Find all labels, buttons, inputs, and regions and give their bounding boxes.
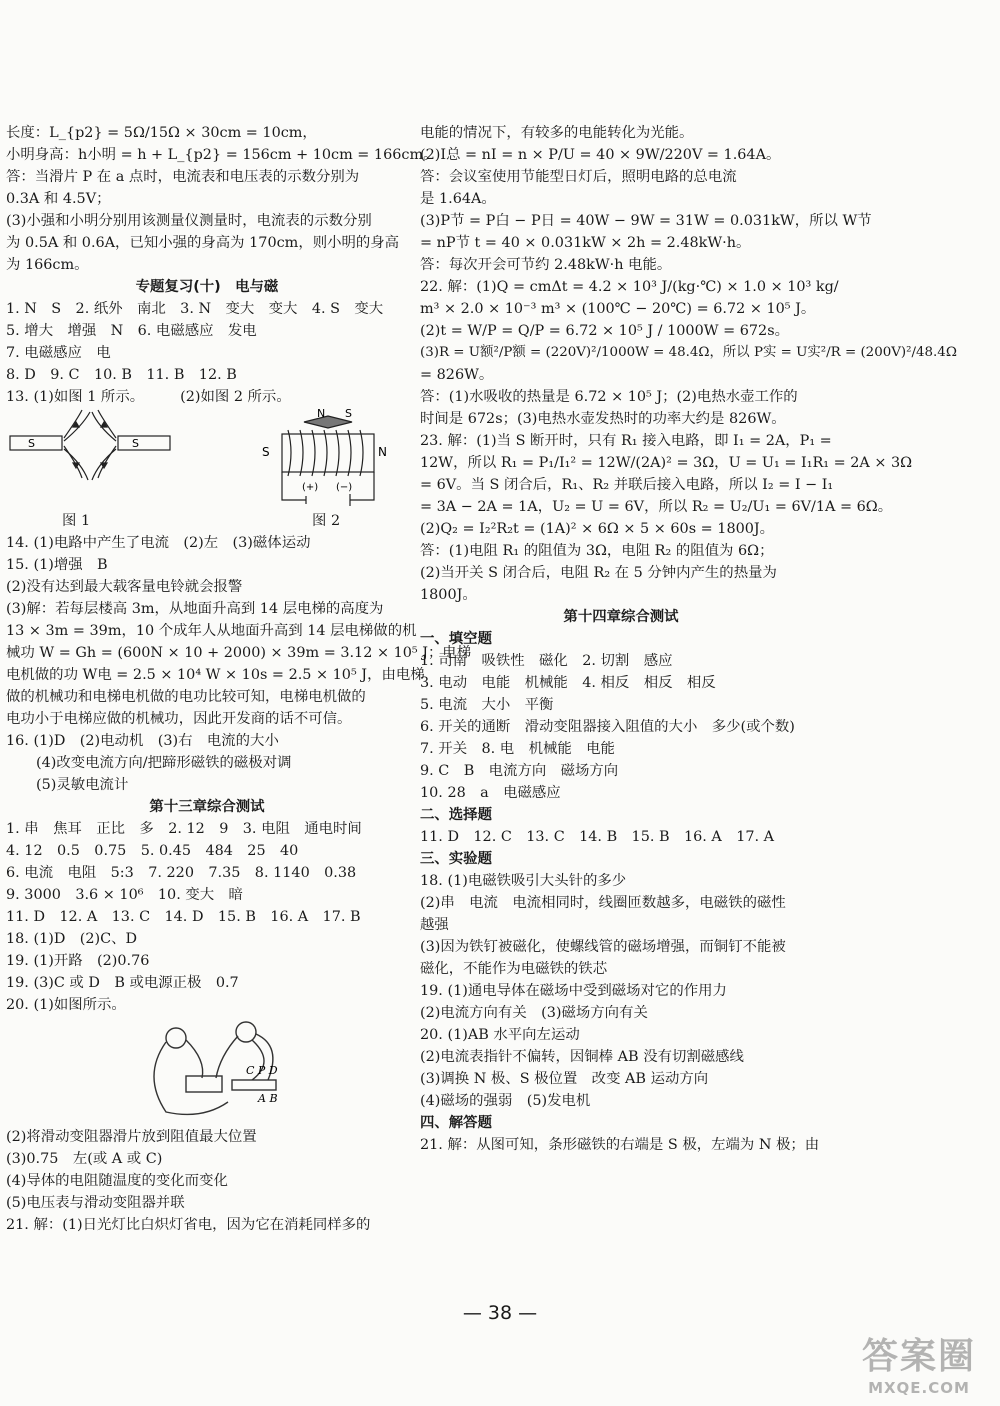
circuit-figure <box>6 1016 408 1126</box>
section-title-chapter-14: 第十四章综合测试 <box>563 609 679 625</box>
text-line: 做的机械功和电梯电机做的电功比较可知，电梯电机做的 <box>6 689 366 705</box>
left-block-4 <box>6 818 408 1016</box>
text-line: 电机做的功 W电 = 2.5 × 10⁴ W × 10s = 2.5 × 10⁵ J，由电梯 <box>6 667 425 683</box>
section-title-review-10: 专题复习(十) 电与磁 <box>135 279 279 295</box>
text-line: m³ × 2.0 × 10⁻³ m³ × (100℃ − 20℃) = 6.72 × 10⁵ J。 <box>420 301 816 317</box>
text-line: (5)电压表与滑动变阻器并联 <box>6 1195 185 1211</box>
fig1-s-right-label: S <box>132 437 139 450</box>
text-line: (3)调换 N 极、S 极位置 改变 AB 运动方向 <box>420 1071 709 1087</box>
text-line: 11. D 12. C 13. C 14. B 15. B 16. A 17. A <box>420 829 775 845</box>
text-line: 1. 串 焦耳 正比 多 2. 12 9 3. 电阻 通电时间 <box>6 821 362 837</box>
right-block-1 <box>420 122 957 606</box>
text-line: 时间是 672s；(3)电热水壶发热时的功率大约是 826W。 <box>420 411 786 427</box>
text-line: (2)电流方向有关 (3)磁场方向有关 <box>420 1005 648 1021</box>
text-line: = nP节 t = 40 × 0.031kW × 2h = 2.48kW·h。 <box>420 235 751 251</box>
coil-turn <box>336 430 339 476</box>
fig2-left-pole-label: S <box>262 445 270 459</box>
fig2-needle-s-label: S <box>345 408 352 420</box>
text-line: 答：(1)电阻 R₁ 的阻值为 3Ω，电阻 R₂ 的阻值为 6Ω； <box>420 543 774 559</box>
text-line: (2)没有达到最大载客量电铃就会报警 <box>6 579 243 595</box>
coil-turn <box>360 430 363 476</box>
text-line: 为 166cm。 <box>6 257 89 273</box>
text-line: (2)电流表指针不偏转，因铜棒 AB 没有切割磁感线 <box>420 1049 744 1065</box>
meter-icon <box>166 1028 186 1048</box>
text-line: 19. (3)C 或 D B 或电源正极 0.7 <box>6 975 239 991</box>
field-line <box>98 410 116 438</box>
text-line: 0.3A 和 4.5V； <box>6 191 111 207</box>
subsection-choice: 二、选择题 <box>420 807 492 823</box>
section-title-chapter-13: 第十三章综合测试 <box>149 799 265 815</box>
battery-box <box>186 1076 222 1092</box>
text-line: 12W，所以 R₁ = P₁/I₁² = 12W/(2A)² = 3Ω，U = U₁ = I₁R₁ = 2A × 3Ω <box>420 455 913 471</box>
fig2-minus-label: (−) <box>336 482 353 493</box>
rheostat-terminal-labels-2: A B <box>258 1092 278 1105</box>
text-line: 23. 解：(1)当 S 断开时，只有 R₁ 接入电路，即 I₁ = 2A，P₁ = <box>420 433 832 449</box>
subsection-fill-in: 一、填空题 <box>420 631 492 647</box>
text-line: 长度：L_{p2} = 5Ω/15Ω × 30cm = 10cm， <box>6 125 317 141</box>
text-line: 19. (1)通电导体在磁场中受到磁场对它的作用力 <box>420 983 727 999</box>
text-line: 15. (1)增强 B <box>6 557 108 573</box>
wire <box>186 1040 203 1078</box>
fig1-caption: 图 1 <box>62 513 91 529</box>
text-line: (2)I总 = nI = n × P/U = 40 × 9W/220V = 1.64A。 <box>420 147 781 163</box>
text-line: (3)0.75 左(或 A 或 C) <box>6 1151 163 1167</box>
magnet-figures-svg <box>6 408 408 510</box>
figure-2-solenoid <box>282 416 374 506</box>
text-line: 答：(1)水吸收的热量是 6.72 × 10⁵ J；(2)电热水壶工作的 <box>420 389 798 405</box>
coil-turn <box>312 430 315 476</box>
text-line: 3. 电动 电能 机械能 4. 相反 相反 相反 <box>420 675 716 691</box>
coil-turn <box>348 430 351 476</box>
text-line: 为 0.5A 和 0.6A，已知小强的身高为 170cm，则小明的身高 <box>6 235 400 251</box>
text-line: 1. N S 2. 纸外 南北 3. N 变大 变大 4. S 变大 <box>6 301 384 317</box>
text-line: (3)P节 = P白 − P日 = 40W − 9W = 31W = 0.031kW，所以 W节 <box>420 213 872 229</box>
text-line: 19. (1)开路 (2)0.76 <box>6 953 150 969</box>
text-line: 1. 司南 吸铁性 磁化 2. 切割 感应 <box>420 653 673 669</box>
text-line: 越强 <box>420 917 449 933</box>
meter-icon <box>236 1022 256 1042</box>
text-line: 答：每次开会可节约 2.48kW·h 电能。 <box>420 257 672 273</box>
text-line: 22. 解：(1)Q = cmΔt = 4.2 × 10³ J/(kg·℃) × 1.0 × 10³ kg/ <box>420 279 839 295</box>
text-line: (3)解：若每层楼高 3m，从地面升高到 14 层电梯的高度为 <box>6 601 384 617</box>
text-line: (2)当开关 S 闭合后，电阻 R₂ 在 5 分钟内产生的热量为 <box>420 565 777 581</box>
text-line: 11. D 12. A 13. C 14. D 15. B 16. A 17. B <box>6 909 361 925</box>
text-line: (2)Q₂ = I₂²R₂t = (1A)² × 6Ω × 5 × 60s = 1800J。 <box>420 521 775 537</box>
text-line: (4)磁场的强弱 (5)发电机 <box>420 1093 591 1109</box>
coil-turn <box>288 430 291 476</box>
fig2-right-pole-label: N <box>378 445 387 459</box>
fig2-caption: 图 2 <box>312 513 341 529</box>
figure-captions <box>6 510 408 532</box>
rheostat-terminal-labels: C P D <box>246 1064 278 1077</box>
text-line: 21. 解：从图可知，条形磁铁的右端是 S 极，左端为 N 极；由 <box>420 1137 820 1153</box>
text-line: 磁化，不能作为电磁铁的铁芯 <box>420 961 608 977</box>
text-line: 13. (1)如图 1 所示。 (2)如图 2 所示。 <box>6 389 291 405</box>
fig2-needle-n-label: N <box>317 408 326 420</box>
text-line: (3)R = U额²/P额 = (220V)²/1000W = 48.4Ω，所以 P实 = U实²/R = (200V)²/48.4Ω <box>420 345 957 360</box>
circuit-figure-svg <box>6 1016 408 1126</box>
text-line: = 826W。 <box>420 367 494 383</box>
wire <box>350 472 374 500</box>
page-number: — 38 — <box>462 1302 538 1324</box>
left-block-1 <box>6 122 438 276</box>
text-line: 6. 电流 电阻 5:3 7. 220 7.35 8. 1140 0.38 <box>6 865 357 881</box>
text-line: 6. 开关的通断 滑动变阻器接入阻值的大小 多少(或个数) <box>420 719 795 735</box>
text-line: 8. D 9. C 10. B 11. B 12. B <box>6 367 237 383</box>
text-line: 电功小于电梯应做的机械功，因此开发商的话不可信。 <box>6 711 352 727</box>
text-line: 14. (1)电路中产生了电流 (2)左 (3)磁体运动 <box>6 535 311 551</box>
text-line: (2)将滑动变阻器滑片放到阻值最大位置 <box>6 1129 257 1145</box>
text-line: (5)灵敏电流计 <box>36 777 129 793</box>
text-line: (4)改变电流方向/把蹄形磁铁的磁极对调 <box>36 755 292 771</box>
text-line: 4. 12 0.5 0.75 5. 0.45 484 25 40 <box>6 843 299 859</box>
text-line: = 3A − 2A = 1A，U₂ = U = 6V，所以 R₂ = U₂/U₁ = 6V/1A = 6Ω。 <box>420 499 893 515</box>
text-line: 13 × 3m = 39m，10 个成年人从地面升高到 14 层电梯做的机 <box>6 623 417 639</box>
text-line: 10. 28 a 电磁感应 <box>420 785 561 801</box>
magnet-right <box>118 436 170 450</box>
text-line: 7. 电磁感应 电 <box>6 345 111 361</box>
watermark-url: MXQE.COM <box>868 1379 970 1397</box>
text-line: 9. C B 电流方向 磁场方向 <box>420 763 619 779</box>
text-line: 18. (1)电磁铁吸引大头针的多少 <box>420 873 627 889</box>
text-line: 械功 W = Gh = (600N × 10 + 2000) × 39m = 3.12 × 10⁵ J；电梯 <box>6 645 472 661</box>
fig2-plus-label: (+) <box>302 482 319 493</box>
subsection-answer: 四、解答题 <box>420 1115 492 1131</box>
right-block-4 <box>420 870 822 1112</box>
text-line: (2)串 电流 电流相同时，线圈匝数越多，电磁铁的磁性 <box>420 895 786 911</box>
rheostat <box>232 1080 276 1090</box>
magnet-left <box>10 436 62 450</box>
watermark-logo-text: 答案圈 <box>861 1336 976 1377</box>
text-line: (2)t = W/P = Q/P = 6.72 × 10⁵ J / 1000W = 672s。 <box>420 323 789 339</box>
text-line: 21. 解：(1)日光灯比白炽灯省电，因为它在消耗同样多的 <box>6 1217 371 1233</box>
text-line: 16. (1)D (2)电动机 (3)右 电流的大小 <box>6 733 279 749</box>
fig1-s-left-label: S <box>28 437 35 450</box>
text-line: (3)因为铁钉被磁化，使螺线管的磁场增强，而铜钉不能被 <box>420 939 786 955</box>
text-line: 1800J。 <box>420 587 477 603</box>
text-line: (3)小强和小明分别用该测量仪测量时，电流表的示数分别 <box>6 213 372 229</box>
field-line <box>64 410 82 438</box>
text-line: 20. (1)AB 水平向左运动 <box>420 1027 580 1043</box>
left-block-5 <box>6 1126 408 1236</box>
wire <box>154 1042 228 1114</box>
magnet-figures <box>6 408 408 510</box>
coil-turn <box>300 430 303 476</box>
subsection-experiment: 三、实验题 <box>420 851 492 867</box>
text-line: 5. 增大 增强 N 6. 电磁感应 发电 <box>6 323 257 339</box>
solenoid-core <box>282 434 374 472</box>
text-line: 电能的情况下，有较多的电能转化为光能。 <box>420 125 694 141</box>
text-line: 20. (1)如图所示。 <box>6 997 126 1013</box>
text-line: 9. 3000 3.6 × 10⁶ 10. 变大 暗 <box>6 887 243 903</box>
text-line: 答：当滑片 P 在 a 点时，电流表和电压表的示数分别为 <box>6 169 360 185</box>
text-line: (4)导体的电阻随温度的变化而变化 <box>6 1173 228 1189</box>
left-block-2 <box>6 298 408 408</box>
text-line: 是 1.64A。 <box>420 191 496 207</box>
text-line: 答：会议室使用节能型日灯后，照明电路的总电流 <box>420 169 737 185</box>
right-block-2 <box>420 650 822 804</box>
text-line: 5. 电流 大小 平衡 <box>420 697 554 713</box>
coil-turn <box>324 430 327 476</box>
right-column <box>420 122 957 1156</box>
text-line: 7. 开关 8. 电 机械能 电能 <box>420 741 615 757</box>
text-line: 18. (1)D (2)C、D <box>6 931 138 947</box>
arrow-head <box>73 463 79 468</box>
site-watermark <box>846 1328 992 1397</box>
arrow-head <box>101 463 107 468</box>
wire <box>216 1036 238 1078</box>
text-line: = 6V。当 S 闭合后，R₁、R₂ 并联后接入电路，所以 I₂ = I − I₁ <box>420 477 834 493</box>
text-line: 小明身高：h小明 = h + L_{p2} = 156cm + 10cm = 166cm。 <box>6 147 438 163</box>
